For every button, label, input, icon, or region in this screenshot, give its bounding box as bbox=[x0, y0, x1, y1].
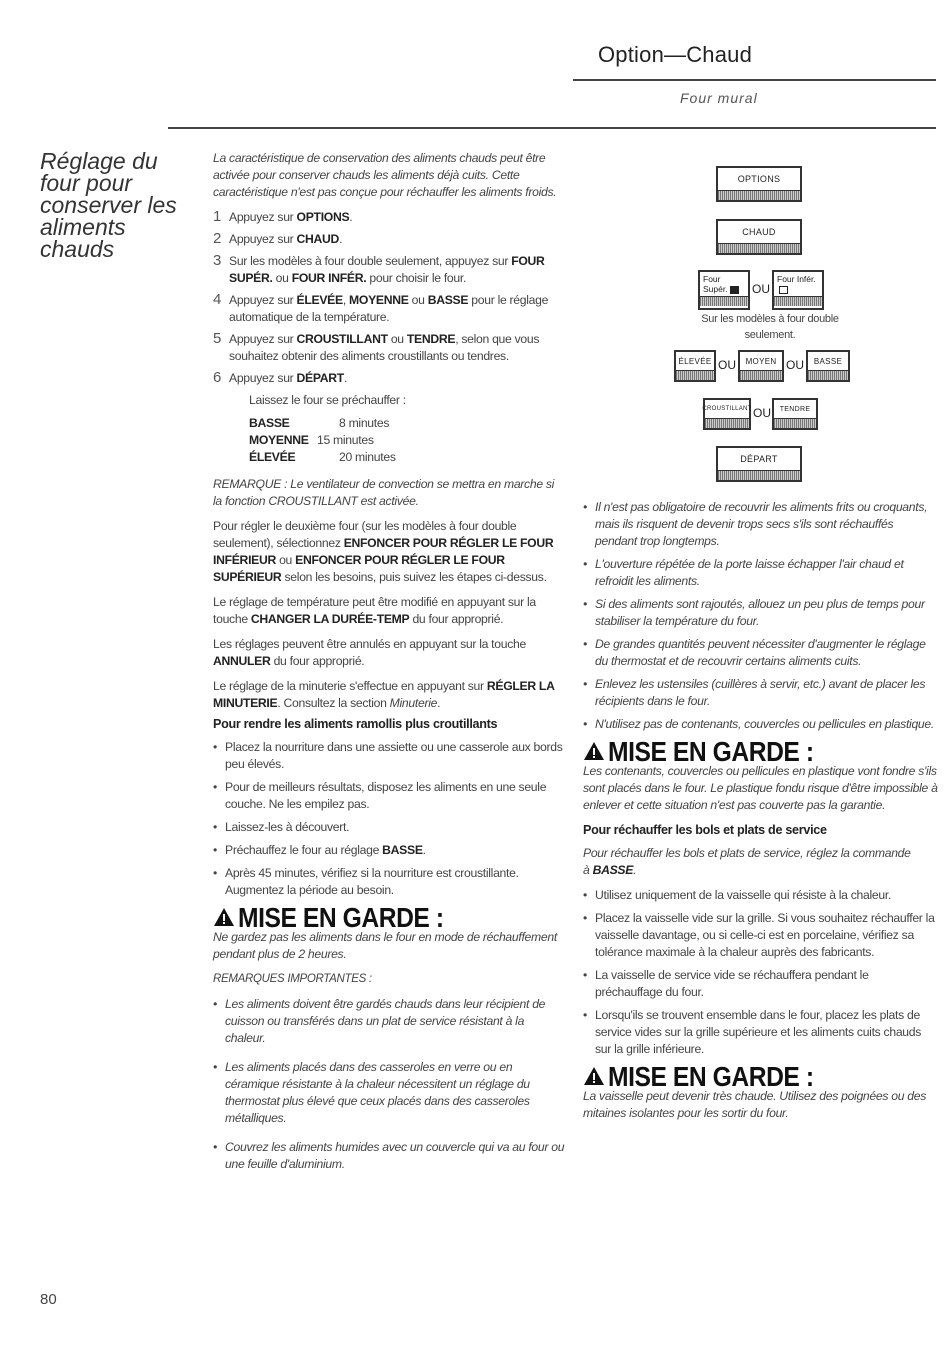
ou-label: OU bbox=[718, 358, 736, 372]
warning-text: La vaisselle peut devenir très chaude. Utilisez des poignées ou des mitaines isolantes pour les sortir du four. bbox=[583, 1089, 927, 1120]
list-item: • De grandes quantités peuvent nécessiter d'augmenter le réglage du thermostat et de recouvrir certains aliments cuits. bbox=[583, 636, 938, 670]
preheat-time: 15 minutes bbox=[317, 433, 374, 447]
para-text: ou bbox=[275, 553, 296, 567]
warning-triangle-icon bbox=[213, 907, 235, 927]
preheat-level: MOYENNE bbox=[249, 433, 309, 447]
para-text: Pour régler le deuxième four (sur les modèles à four double seulement), sélectionnez bbox=[213, 519, 517, 550]
key-band bbox=[740, 370, 782, 380]
depart-key bbox=[716, 446, 802, 482]
para-text: à bbox=[583, 863, 593, 877]
key-band bbox=[774, 296, 822, 306]
ou-label: OU bbox=[752, 282, 770, 296]
list-item: • Il n'est pas obligatoire de recouvrir les aliments frits ou croquants, mais ils risquent de devenir trops secs s'ils sont réchauffés pendant trop longtemps. bbox=[583, 499, 938, 550]
warning-label: MISE EN GARDE : bbox=[608, 735, 814, 767]
step-text: Sur les modèles à four double seulement, appuyez sur bbox=[229, 254, 512, 268]
step-5 bbox=[213, 331, 565, 365]
ou-label: OU bbox=[786, 358, 804, 372]
list-item: • Placez la vaisselle vide sur la grille. Si vous souhaitez réchauffer la vaisselle davantage, ou si celle-ci est en porcelaine, vérifiez sa tolérance maximale à la chaleur auprès des fabricants. bbox=[583, 910, 938, 961]
step-text: Appuyez sur bbox=[229, 232, 297, 246]
preheat-note: Laissez le four se préchauffer : bbox=[249, 393, 406, 407]
key-band bbox=[718, 243, 800, 253]
moyen-key bbox=[738, 350, 784, 382]
list-item: • Les aliments placés dans des casseroles en verre ou en céramique résistante à la chaleur nécessitent un réglage du thermostat plus élevé que ceux placés dans des casseroles métalliques. bbox=[213, 1059, 565, 1127]
step-number: 1 bbox=[213, 208, 222, 225]
para-key: CHANGER LA DURÉE-TEMP bbox=[250, 612, 410, 626]
step-2 bbox=[213, 231, 565, 248]
step-text: Appuyez sur bbox=[229, 293, 297, 307]
list-item: • Lorsqu'ils se trouvent ensemble dans le four, placez les plats de service vides sur la grille supérieure et les aliments cuits chauds sur la grille inférieure. bbox=[583, 1007, 938, 1058]
step-text: ou bbox=[272, 271, 292, 285]
key-band bbox=[700, 296, 748, 306]
list-item: • Laissez-les à découvert. bbox=[213, 819, 565, 836]
step-6 bbox=[213, 370, 565, 387]
list-item: • Enlevez les ustensiles (cuillères à servir, etc.) avant de placer les récipients dans le four. bbox=[583, 676, 938, 710]
list-item: • Pour de meilleurs résultats, disposez les aliments en une seule couche. Ne les empilez pas. bbox=[213, 779, 565, 813]
step-text: . bbox=[349, 210, 353, 224]
timer-paragraph bbox=[213, 678, 565, 712]
warning-text: Les contenants, couvercles ou pellicules en plastique vont fondre s'ils sont placés dans le four. Le plastique fondu risque d'être impossible à enlever et cette situation n'est pas couverte pas la garantie. bbox=[583, 764, 938, 812]
key-band bbox=[808, 370, 848, 380]
key-label: OPTIONS bbox=[737, 174, 781, 184]
para-text: du four approprié. bbox=[270, 654, 365, 668]
para-key: BASSE bbox=[592, 863, 634, 877]
para-text: . bbox=[633, 863, 637, 877]
header-rule bbox=[573, 79, 936, 81]
temp-paragraph bbox=[213, 594, 565, 628]
step-key: CHAUD bbox=[296, 232, 340, 246]
key-label: DÉPART bbox=[740, 454, 778, 464]
step-key: ÉLEVÉE bbox=[296, 293, 343, 307]
key-band bbox=[676, 370, 714, 380]
key-label: ÉLEVÉE bbox=[678, 356, 712, 366]
options-key bbox=[716, 166, 802, 202]
warning-heading bbox=[583, 735, 938, 767]
four-infer-key bbox=[772, 270, 824, 310]
list-text: . bbox=[422, 843, 426, 857]
elevee-key bbox=[674, 350, 716, 382]
key-label: MOYEN bbox=[745, 356, 777, 366]
step-key: FOUR INFÉR. bbox=[291, 271, 367, 285]
step-key: MOYENNE bbox=[349, 293, 409, 307]
step-text: Appuyez sur bbox=[229, 371, 297, 385]
key-label: TENDRE bbox=[779, 405, 811, 413]
warning-text: Ne gardez pas les aliments dans le four en mode de réchauffement pendant plus de 2 heures. bbox=[213, 930, 557, 961]
step-text: . bbox=[339, 232, 343, 246]
step-text: , bbox=[342, 293, 350, 307]
step-number: 2 bbox=[213, 230, 222, 247]
key-text: Four Supér. bbox=[703, 274, 728, 294]
para-key: RÉGLER LA MINUTERIE bbox=[213, 679, 555, 710]
column-right bbox=[583, 499, 938, 1130]
preheat-level: BASSE bbox=[249, 416, 290, 430]
ou-label: OU bbox=[753, 406, 771, 420]
warning-triangle-icon bbox=[583, 741, 605, 761]
page-title: Option—Chaud bbox=[598, 42, 753, 67]
keypad-caption: Sur les modèles à four double seulement. bbox=[701, 313, 839, 341]
step-text: , selon que vous souhaitez obtenir des aliments croustillants ou tendres. bbox=[229, 332, 540, 363]
key-label bbox=[774, 272, 822, 296]
page-number: 80 bbox=[40, 1291, 57, 1308]
croustillant-key bbox=[703, 398, 751, 430]
warning-triangle-icon bbox=[583, 1066, 605, 1086]
remarque-note bbox=[213, 476, 565, 510]
step-4 bbox=[213, 292, 565, 326]
preheat-row bbox=[249, 432, 565, 449]
step-number: 4 bbox=[213, 291, 222, 308]
list-item: • Utilisez uniquement de la vaisselle qui résiste à la chaleur. bbox=[583, 887, 938, 904]
key-label: CHAUD bbox=[742, 227, 776, 237]
step-key: BASSE bbox=[427, 293, 469, 307]
remarque-text: : Le ventilateur de convection se mettra en marche si la fonction CROUSTILLANT est activée. bbox=[213, 477, 555, 508]
step-text: pour choisir le four. bbox=[366, 271, 467, 285]
column-left bbox=[213, 150, 565, 1181]
preheat-time: 8 minutes bbox=[339, 416, 390, 430]
list-item: • Après 45 minutes, vérifiez si la nourriture est croustillante. Augmentez la période au besoin. bbox=[213, 865, 565, 899]
key-text: Four Infér. bbox=[777, 274, 816, 284]
dishes-heading: Pour réchauffer les bols et plats de service bbox=[583, 823, 827, 837]
chaud-key bbox=[716, 219, 802, 255]
warning-heading bbox=[583, 1060, 938, 1092]
second-oven-paragraph bbox=[213, 518, 565, 586]
key-band bbox=[718, 470, 800, 480]
step-key: FOUR SUPÉR. bbox=[229, 254, 545, 285]
para-text: Le réglage de la minuterie s'effectue en appuyant sur bbox=[213, 679, 487, 693]
list-item: • Placez la nourriture dans une assiette ou une casserole aux bords peu élevés. bbox=[213, 739, 565, 773]
list-item: • Si des aliments sont rajoutés, allouez un peu plus de temps pour stabiliser la température du four. bbox=[583, 596, 938, 630]
indicator-icon bbox=[730, 286, 739, 294]
remarque-label: REMARQUE bbox=[213, 477, 282, 491]
key-label: BASSE bbox=[813, 356, 843, 366]
list-item: • L'ouverture répétée de la porte laisse échapper l'air chaud et refroidit les aliments. bbox=[583, 556, 938, 590]
para-text: selon les besoins, puis suivez les étapes ci-dessus. bbox=[281, 570, 547, 584]
four-super-key bbox=[698, 270, 750, 310]
step-key: CROUSTILLANT bbox=[296, 332, 388, 346]
key-label: CROUSTILLANT bbox=[702, 406, 752, 412]
list-text: Préchauffez le four au réglage bbox=[225, 843, 383, 857]
step-text: . bbox=[343, 371, 348, 385]
section-rule bbox=[168, 127, 936, 129]
preheat-row bbox=[249, 415, 565, 432]
steps-list bbox=[213, 209, 565, 387]
key-label bbox=[700, 272, 748, 296]
step-1 bbox=[213, 209, 565, 226]
list-item: • Couvrez les aliments humides avec un couvercle qui va au four ou une feuille d'aluminium. bbox=[213, 1139, 565, 1173]
step-text: pour le réglage automatique de la température. bbox=[229, 293, 549, 324]
key-band bbox=[718, 190, 800, 200]
warning-label: MISE EN GARDE : bbox=[608, 1060, 814, 1092]
step-text: Appuyez sur bbox=[229, 332, 297, 346]
para-text: . bbox=[437, 696, 441, 710]
dishes-list bbox=[583, 887, 938, 1058]
basse-key bbox=[806, 350, 850, 382]
step-key: TENDRE bbox=[406, 332, 456, 346]
step-key: OPTIONS bbox=[296, 210, 350, 224]
crisp-heading: Pour rendre les aliments ramollis plus croutillants bbox=[213, 717, 498, 731]
step-number: 6 bbox=[213, 369, 222, 386]
cancel-paragraph bbox=[213, 636, 565, 670]
para-text: Le réglage de température peut être modifié en appuyant sur la touche bbox=[213, 595, 536, 626]
preheat-row bbox=[249, 449, 565, 466]
step-text: ou bbox=[408, 293, 428, 307]
list-item: • N'utilisez pas de contenants, couvercles ou pellicules en plastique. bbox=[583, 716, 938, 733]
step-text: Appuyez sur bbox=[229, 210, 297, 224]
dishes-intro-setting bbox=[583, 862, 938, 879]
para-ref: Minuterie bbox=[389, 696, 438, 710]
step-3 bbox=[213, 253, 565, 287]
para-text: . Consultez la section bbox=[277, 696, 390, 710]
step-text: ou bbox=[387, 332, 407, 346]
warning-label: MISE EN GARDE : bbox=[238, 901, 444, 933]
list-key: BASSE bbox=[382, 843, 423, 857]
indicator-icon bbox=[779, 286, 788, 294]
page-subtitle: Four mural bbox=[680, 90, 758, 106]
para-text: du four approprié. bbox=[409, 612, 504, 626]
crisp-list bbox=[213, 739, 565, 899]
preheat-time: 20 minutes bbox=[339, 450, 396, 464]
step-key: DÉPART bbox=[296, 371, 344, 385]
key-band bbox=[705, 418, 749, 428]
preheat-level: ÉLEVÉE bbox=[249, 450, 296, 464]
preheat-times bbox=[249, 415, 565, 466]
para-key: ENFONCER POUR RÉGLER LE FOUR INFÉRIEUR bbox=[213, 536, 554, 567]
step-number: 3 bbox=[213, 252, 222, 269]
tips-list bbox=[583, 499, 938, 733]
para-key: ANNULER bbox=[213, 654, 271, 668]
intro-paragraph: La caractéristique de conservation des aliments chauds peut être activée pour conserver chauds les aliments déjà cuits. Cette caractéristique n'est pas conçue pour réchauffer les aliments froids. bbox=[213, 151, 557, 199]
para-text: Les réglages peuvent être annulés en appuyant sur la touche bbox=[213, 637, 526, 651]
dishes-intro: Pour réchauffer les bols et plats de service, réglez la commande bbox=[583, 846, 911, 860]
list-item: • La vaisselle de service vide se réchauffera pendant le préchauffage du four. bbox=[583, 967, 938, 1001]
section-title: Réglage du four pour conserver les aliments chauds bbox=[40, 148, 177, 262]
step-number: 5 bbox=[213, 330, 222, 347]
tendre-key bbox=[772, 398, 818, 430]
para-key: ENFONCER POUR RÉGLER LE FOUR SUPÉRIEUR bbox=[213, 553, 505, 584]
list-item: • Les aliments doivent être gardés chauds dans leur récipient de cuisson ou transférés dans un plat de service résistant à la chaleur. bbox=[213, 996, 565, 1047]
warning-heading bbox=[213, 901, 565, 933]
list-item bbox=[213, 842, 565, 859]
key-band bbox=[774, 418, 816, 428]
important-notes-label: REMARQUES IMPORTANTES : bbox=[213, 973, 372, 985]
important-notes-list bbox=[213, 996, 565, 1173]
